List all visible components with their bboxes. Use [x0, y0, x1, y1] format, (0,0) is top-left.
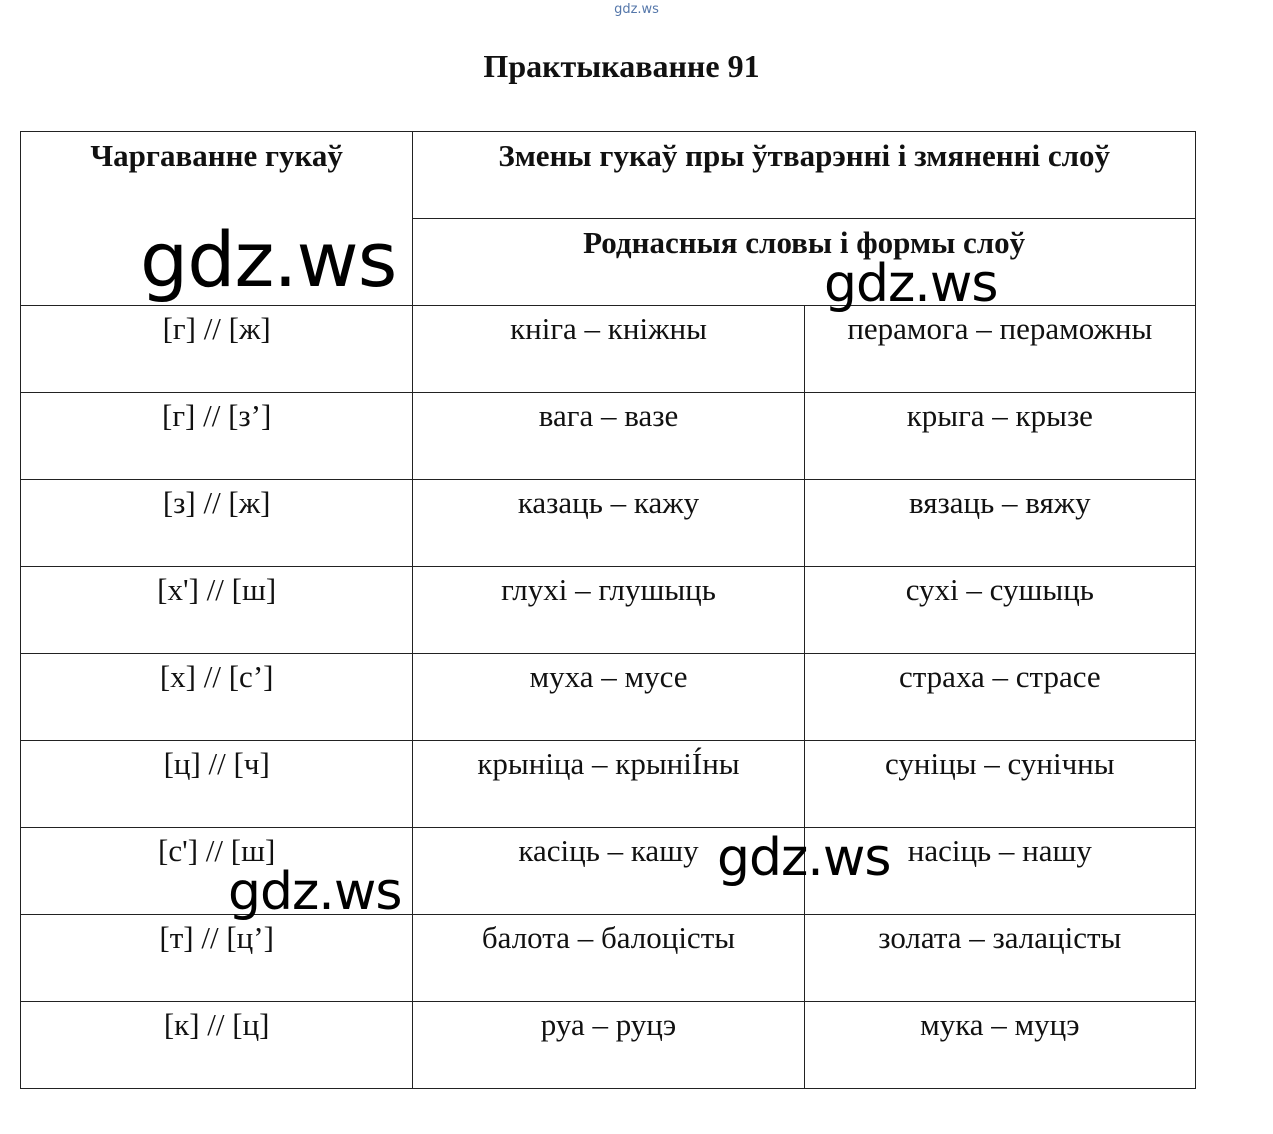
- sounds-cell: [21, 480, 413, 567]
- sounds-cell: [21, 1002, 413, 1089]
- example-cell: [804, 480, 1195, 567]
- example-text: балота – балоцісты: [481, 920, 736, 955]
- example-cell: [413, 654, 804, 741]
- sounds-cell: [21, 741, 413, 828]
- example-text: кніга – кніжны: [510, 311, 707, 346]
- header-related-words-label: Роднасныя словы і формы слоў: [583, 225, 1026, 260]
- example-cell: [804, 915, 1195, 1002]
- example-text: руа – руцэ: [540, 1007, 677, 1042]
- sounds-text: [г] // [з’]: [162, 398, 272, 433]
- example-cell: [413, 915, 804, 1002]
- page-title: Практыкаванне 91: [483, 48, 760, 84]
- sound-alternation-table: [20, 131, 1196, 1089]
- example-text: перамога – пераможны: [847, 311, 1153, 346]
- sounds-text: [г] // [ж]: [162, 311, 271, 346]
- example-cell: [804, 741, 1195, 828]
- watermark: gdz.ws: [228, 862, 402, 922]
- example-text: золата – залацісты: [878, 920, 1122, 955]
- table-row: [21, 567, 1196, 654]
- site-mark[interactable]: gdz.ws: [614, 2, 659, 17]
- table-row: [21, 828, 1196, 915]
- sounds-cell: [21, 915, 413, 1002]
- table-row: [21, 306, 1196, 393]
- example-text: крыга – крызе: [906, 398, 1093, 433]
- sounds-text: [х'] // [ш]: [157, 572, 277, 607]
- sounds-text: [т] // [ц’]: [159, 920, 274, 955]
- table-row: [21, 480, 1196, 567]
- table-row: [21, 915, 1196, 1002]
- header-sound-alternation: [21, 132, 413, 306]
- example-cell: [413, 828, 804, 915]
- example-cell: [804, 393, 1195, 480]
- sounds-text: [к] // [ц]: [163, 1007, 270, 1042]
- example-cell: [413, 480, 804, 567]
- example-cell: [413, 393, 804, 480]
- sounds-text: [з] // [ж]: [162, 485, 271, 520]
- table-row: [21, 741, 1196, 828]
- sounds-text: [х] // [с’]: [159, 659, 274, 694]
- example-cell: [413, 1002, 804, 1089]
- example-text: вага – вазе: [538, 398, 679, 433]
- sounds-cell: [21, 393, 413, 480]
- example-text: сухі – сушыць: [905, 572, 1094, 607]
- watermark: gdz.ws: [140, 215, 397, 304]
- sounds-cell: [21, 828, 413, 915]
- example-text: крыніца – крыніÍны: [477, 746, 740, 781]
- sounds-text: [с'] // [ш]: [158, 833, 276, 868]
- example-cell: [413, 567, 804, 654]
- sounds-cell: [21, 567, 413, 654]
- watermark: gdz.ws: [717, 828, 891, 888]
- example-text: мука – муцэ: [920, 1007, 1080, 1042]
- sounds-text: [ц] // [ч]: [163, 746, 270, 781]
- example-text: насіць – нашу: [907, 833, 1092, 868]
- example-cell: [413, 741, 804, 828]
- example-text: казаць – кажу: [517, 485, 700, 520]
- header-sound-changes: [413, 132, 1196, 219]
- example-text: муха – мусе: [529, 659, 688, 694]
- sounds-cell: [21, 306, 413, 393]
- example-cell: [804, 828, 1195, 915]
- example-text: страха – страсе: [899, 659, 1101, 694]
- example-text: вязаць – вяжу: [909, 485, 1091, 520]
- example-cell: [804, 567, 1195, 654]
- table-row: [21, 1002, 1196, 1089]
- example-text: суніцы – сунічны: [885, 746, 1115, 781]
- sounds-cell: [21, 654, 413, 741]
- table-row: [21, 393, 1196, 480]
- example-cell: [413, 306, 804, 393]
- example-text: касіць – кашу: [518, 833, 699, 868]
- watermark: gdz.ws: [824, 254, 998, 314]
- header-related-words: [413, 219, 1196, 306]
- example-cell: [804, 306, 1195, 393]
- table-row: [21, 654, 1196, 741]
- example-text: глухі – глушыць: [501, 572, 716, 607]
- example-cell: [804, 1002, 1195, 1089]
- header-sound-alternation-label: Чаргаванне гукаў: [90, 138, 343, 173]
- example-cell: [804, 654, 1195, 741]
- header-sound-changes-label: Змены гукаў пры ўтварэнні і змяненні слоў: [498, 138, 1110, 173]
